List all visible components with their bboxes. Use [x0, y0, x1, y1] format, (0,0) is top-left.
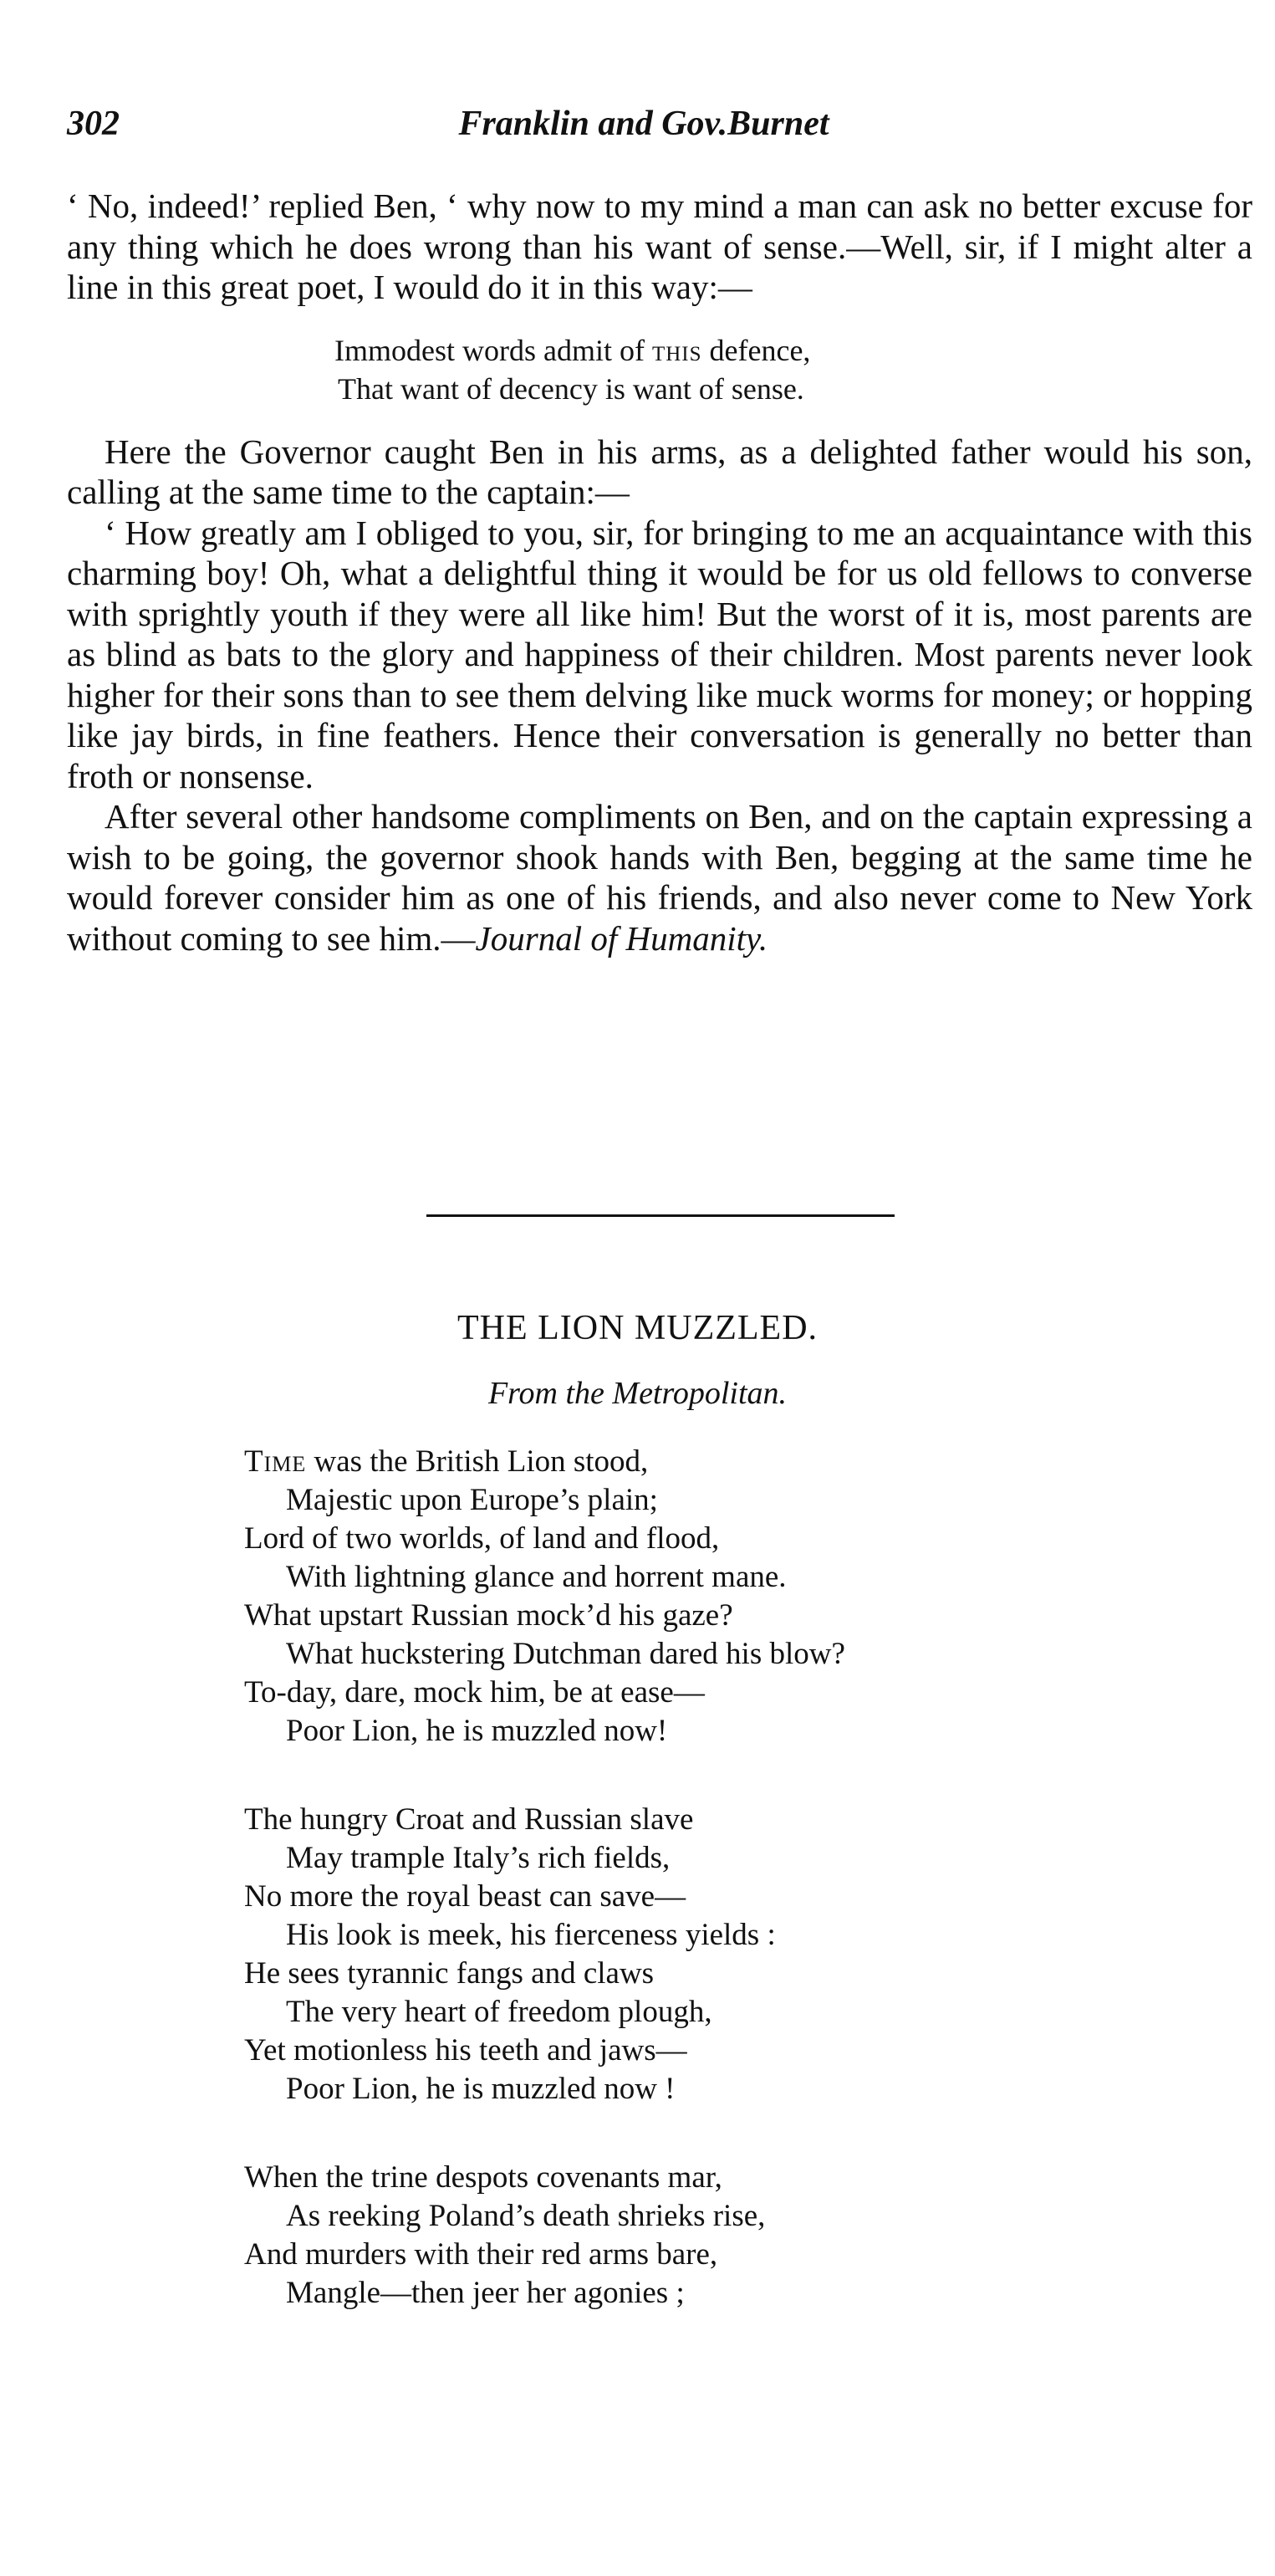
- poem-title: THE LION MUZZLED.: [456, 1309, 819, 1347]
- verse-initial-word: Time: [244, 1444, 307, 1479]
- verse-line: Poor Lion, he is muzzled now !: [286, 2072, 676, 2106]
- section-divider: [426, 1214, 895, 1217]
- stanza-2: [244, 1801, 1206, 2108]
- page-number: 302: [67, 105, 120, 143]
- verse-line: To-day, dare, mock him, be at ease—: [244, 1675, 705, 1710]
- verse-line: The hungry Croat and Russian slave: [244, 1802, 694, 1837]
- verse-line: The very heart of freedom plough,: [286, 1995, 712, 2029]
- verse-line: His look is meek, his fierceness yields :: [286, 1918, 776, 1952]
- quote-line-1-start: Immodest words admit of: [334, 333, 652, 367]
- verse-line: May trample Italy’s rich fields,: [286, 1841, 671, 1875]
- verse-line: What huckstering Dutchman dared his blow?: [286, 1637, 845, 1671]
- paragraph-farewell-text: After several other handsome compliments on Ben, and on the captain expressing a wish to be going, the governor shook hands with Ben, begging at the same time he would forever consider him as one of his friends, and also never come to New York without coming to see him.—: [67, 797, 1252, 958]
- quote-line-2: That want of decency is want of sense.: [338, 371, 804, 406]
- verse-line: Poor Lion, he is muzzled now!: [286, 1714, 668, 1748]
- stanza-3: [244, 2159, 1206, 2313]
- poem-body: [244, 1443, 1206, 2363]
- quote-line-1-emphasis: this: [651, 333, 702, 367]
- block-quote: [334, 331, 1252, 408]
- running-head: Franklin and Gov.Burnet: [458, 105, 829, 143]
- verse-line: With lightning glance and horrent mane.: [286, 1560, 787, 1594]
- verse-line: He sees tyrannic fangs and claws: [244, 1956, 655, 1991]
- stanza-1: [244, 1443, 1206, 1751]
- article-body: [67, 186, 1252, 958]
- verse-line: When the trine despots covenants mar,: [244, 2160, 722, 2195]
- verse-line: What upstart Russian mock’d his gaze?: [244, 1598, 733, 1633]
- paragraph-governor-speech: ‘ How greatly am I obliged to you, sir, for bringing to me an acquaintance with this charming boy! Oh, what a delightful thing it would be for us old fellows to converse with sprightly youth if they were all like him! But the worst of it is, most parents are as blind as bats to the glory and happiness of their children. Most parents never look higher for their sons than to see them delving like muck worms for money; or hopping like jay birds, in fine feathers. Hence their conversation is generally no better than froth or nonsense.: [67, 513, 1252, 795]
- verse-line: No more the royal beast can save—: [244, 1879, 686, 1914]
- paragraph-ben-reply: ‘ No, indeed!’ replied Ben, ‘ why now to my mind a man can ask no better excuse for any thing which he does wrong than his want of sense.—Well, sir, if I might alter a line in this great poet, I would do it in this way:—: [67, 187, 1252, 306]
- verse-line: [244, 1443, 1206, 1481]
- poem-source: From the Metropolitan.: [487, 1376, 788, 1411]
- paragraph-governor-embrace: Here the Governor caught Ben in his arms, as a delighted father would his son, calling at the same time to the captain:—: [67, 432, 1252, 511]
- page-header: [67, 99, 1221, 149]
- verse-line: Lord of two worlds, of land and flood,: [244, 1521, 720, 1556]
- quote-line-1-end: defence,: [701, 333, 811, 367]
- paragraph-farewell: [67, 796, 1252, 958]
- verse-line: Yet motionless his teeth and jaws—: [244, 2033, 687, 2067]
- verse-line: And murders with their red arms bare,: [244, 2237, 718, 2272]
- verse-line-rest: was the British Lion stood,: [306, 1444, 649, 1479]
- verse-line: Mangle—then jeer her agonies ;: [286, 2276, 685, 2310]
- quote-line-1: [334, 331, 1252, 370]
- verse-line: Majestic upon Europe’s plain;: [286, 1483, 658, 1517]
- verse-line: As reeking Poland’s death shrieks rise,: [286, 2199, 766, 2233]
- source-citation: Journal of Humanity.: [475, 918, 768, 958]
